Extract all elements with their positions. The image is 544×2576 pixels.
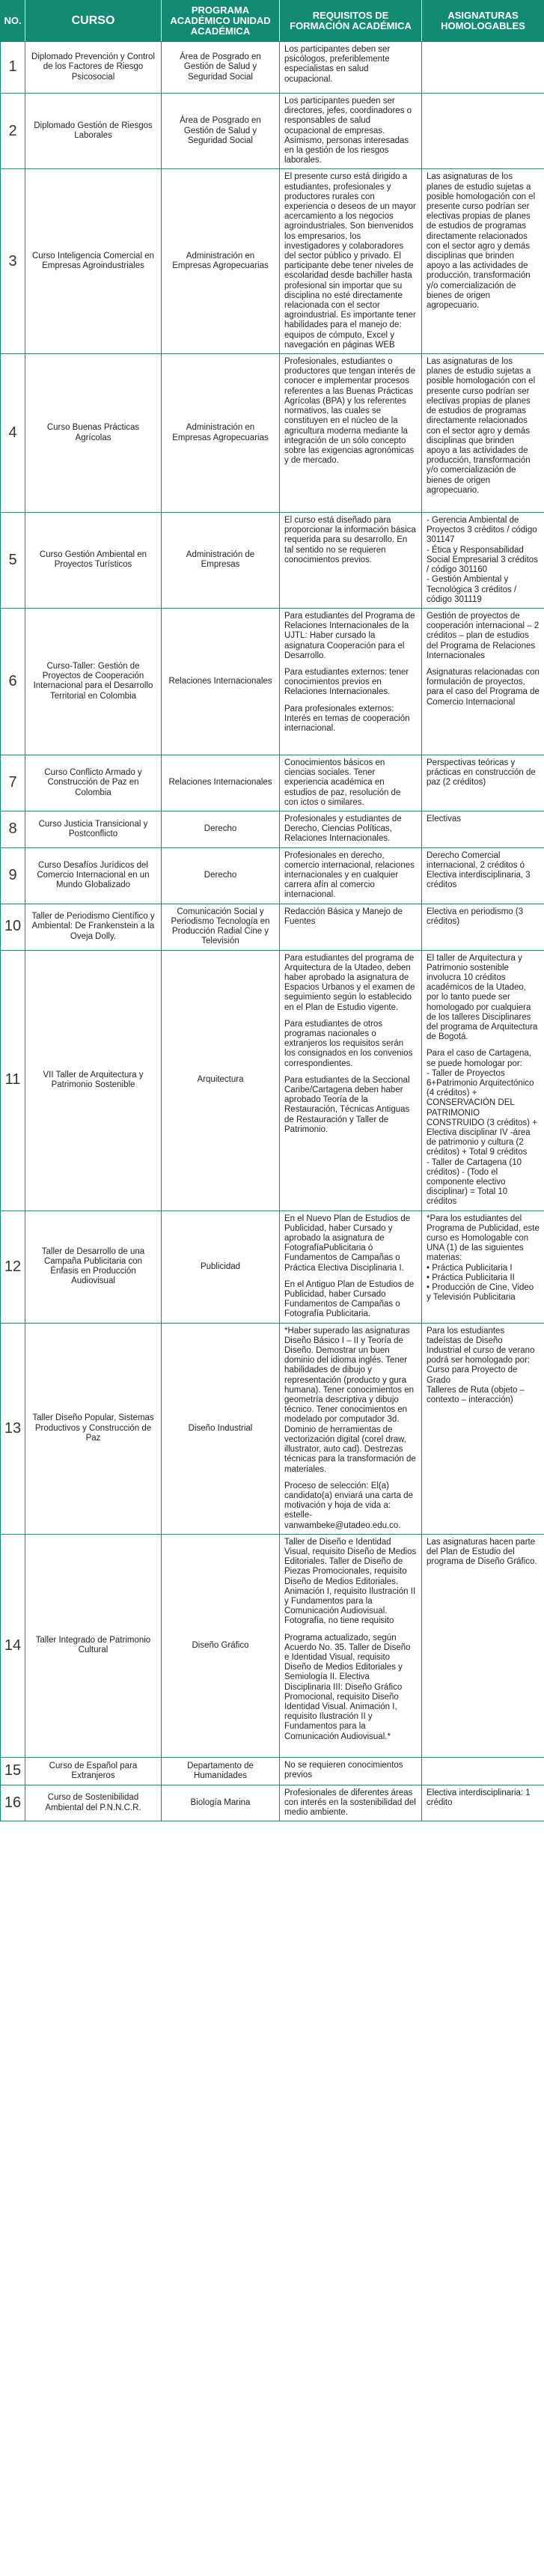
requirement-paragraph: Profesionales y estudiantes de Derecho, Ciencias Políticas, Relaciones Internacionales. [284, 814, 402, 844]
homologable-paragraph: Las asignaturas de los planes de estudio sujetas a posible homologación con el presente curso podrían ser electivas propias de planes de estudios de programas directamente relacionados con el sector agro y demás disciplinas que brinden apoyo a las actividades de producción, transformación y/o comercialización de bienes de origen agropecuario. [427, 357, 536, 495]
academic-program: Derecho [162, 811, 280, 847]
homologable-subjects-cell [422, 169, 544, 354]
requirement-paragraph: Para estudiantes del programa de Arquitectura de la Utadeo, deben haber aprobado la asignatura de Espacios Urbanos y el examen de seguimiento según lo establecido en el Plan de Estudio vigente. [284, 953, 415, 1012]
table-row [1, 42, 544, 94]
requirements-cell [280, 950, 422, 1211]
table-row [1, 1757, 544, 1785]
course-name: Curso Desafíos Jurídicos del Comercio Internacional en un Mundo Globalizado [25, 847, 162, 904]
homologable-paragraph: El taller de Arquitectura y Patrimonio sostenible involucra 10 créditos académicos de la Utadeo, por lo tanto puede ser homologado por cualquiera de los talleres Disciplinares del programa de Arquitectura de Bogotá. [427, 953, 538, 1042]
row-number: 13 [1, 1323, 25, 1534]
academic-program: Administración de Empresas [162, 513, 280, 609]
requirement-paragraph: Taller de Diseño e Identidad Visual, requisito Diseño de Medios Editoriales. Taller de Diseño de Piezas Promocionales, requisito Diseño de Medios Editoriales. Animación I, requisito Ilustración II y Fundamentos para la Comunicación Audiovisual. Fotografía, no tiene requisito [284, 1537, 417, 1626]
header-requisitos: REQUISITOS DE FORMACIÓN ACADÉMICA [280, 1, 422, 42]
header-programa: PROGRAMA ACADÉMICO UNIDAD ACADÉMICA [162, 1, 280, 42]
row-number: 14 [1, 1534, 25, 1757]
requirement-paragraph: Los participantes deben ser psicólogos, preferiblemente especialistas en salud ocupacional. [284, 45, 391, 84]
homologable-paragraph: Electivas [427, 814, 462, 823]
requirements-cell [280, 1534, 422, 1757]
course-name: Taller Diseño Popular, Sistemas Productivos y Construcción de Paz [25, 1323, 162, 1534]
table-row [1, 1211, 544, 1323]
homologable-subjects-cell [422, 904, 544, 950]
academic-program: Biología Marina [162, 1785, 280, 1821]
table-row [1, 1534, 544, 1757]
requirements-cell [280, 904, 422, 950]
homologable-subjects-cell [422, 755, 544, 811]
course-name: Taller de Desarrollo de una Campaña Publicitaria con Énfasis en Producción Audiovisual [25, 1211, 162, 1323]
row-number: 10 [1, 904, 25, 950]
academic-program: Comunicación Social y Periodismo Tecnología en Producción Radial Cine y Televisión [162, 904, 280, 950]
table-row [1, 847, 544, 904]
table-row [1, 1785, 544, 1821]
academic-program: Arquitectura [162, 950, 280, 1211]
requirements-cell [280, 1785, 422, 1821]
homologable-subjects-cell [422, 950, 544, 1211]
course-name: VII Taller de Arquitectura y Patrimonio Sostenible [25, 950, 162, 1211]
requirement-paragraph: Programa actualizado, según Acuerdo No. 35. Taller de Diseño e Identidad Visual, requisito Diseño de Medios Editoriales y Semiología II. Electiva Disciplinaria III: Diseño Gráfico Promocional, requisito Diseño Identidad Visual. Animación I, requisito Ilustración II y Fundamentos para la Comunicación Audiovisual.* [284, 1633, 411, 1741]
table-row [1, 950, 544, 1211]
table-row [1, 811, 544, 847]
course-name: Curso Conflicto Armado y Construcción de Paz en Colombia [25, 755, 162, 811]
requirement-paragraph: Para estudiantes del Programa de Relaciones Internacionales de la UJTL: Haber cursado la asignatura Cooperación para el Desarrollo. [284, 611, 415, 660]
homologable-subjects-cell [422, 1757, 544, 1785]
academic-program: Derecho [162, 847, 280, 904]
homologable-subjects-cell [422, 354, 544, 513]
course-name: Curso de Sostenibilidad Ambiental del P.N.N.C.R. [25, 1785, 162, 1821]
table-row [1, 755, 544, 811]
course-name: Curso Gestión Ambiental en Proyectos Turísticos [25, 513, 162, 609]
header-curso: CURSO [25, 1, 162, 42]
homologable-paragraph: Electiva en periodismo (3 créditos) [427, 907, 524, 926]
academic-program: Departamento de Humanidades [162, 1757, 280, 1785]
row-number: 9 [1, 847, 25, 904]
requirements-cell [280, 811, 422, 847]
homologable-subjects-cell [422, 1534, 544, 1757]
homologable-subjects-cell [422, 1323, 544, 1534]
requirement-paragraph: Conocimientos básicos en ciencias sociales. Tener experiencia académica en estudios de paz, resolución de con ictos o similares. [284, 758, 401, 807]
academic-program: Administración en Empresas Agropecuarias [162, 354, 280, 513]
homologable-paragraph: Para los estudiantes tadeístas de Diseño Industrial el curso de verano podrá ser homologado por: Curso para Proyecto de Grado Talleres de Ruta (objeto – contexto – interacción) [427, 1326, 535, 1405]
academic-program: Diseño Gráfico [162, 1534, 280, 1757]
academic-program: Diseño Industrial [162, 1323, 280, 1534]
homologable-paragraph: Las asignaturas hacen parte del Plan de Estudio del programa de Diseño Gráfico. [427, 1537, 537, 1567]
requirements-cell [280, 755, 422, 811]
row-number: 3 [1, 169, 25, 354]
requirement-paragraph: Para profesionales externos: Interés en temas de cooperación internacional. [284, 704, 410, 733]
table-row [1, 513, 544, 609]
course-name: Taller Integrado de Patrimonio Cultural [25, 1534, 162, 1757]
requirement-paragraph: Para estudiantes externos: tener conocimientos previos en Relaciones Internacionales. [284, 667, 409, 697]
requirement-paragraph: El presente curso está dirigido a estudiantes, profesionales y productores rurales con experiencia o deseos de un mayor acercamiento a los negocios agroindustriales. Son bienvenidos los empresarios, los investigadores y colaboradores del sector público y privado. El participante debe tener niveles de escolaridad desde bachiller hasta profesional sin importar que su disciplina no esté directamente relacionada con el sector agroindustrial. Es importante tener habilidades para el manejo de: equipos de cómputo, Excel y navegación en páginas WEB [284, 172, 416, 350]
academic-program: Relaciones Internacionales [162, 608, 280, 755]
requirements-cell [280, 847, 422, 904]
course-name: Curso Inteligencia Comercial en Empresas Agroindustriales [25, 169, 162, 354]
requirement-paragraph: No se requieren conocimientos previos [284, 1760, 403, 1779]
homologable-subjects-cell [422, 608, 544, 755]
row-number: 4 [1, 354, 25, 513]
homologable-paragraph: Asignaturas relacionadas con formulación de proyectos, para el caso del Programa de Comercio Internacional [427, 667, 540, 707]
requirement-paragraph: Profesionales de diferentes áreas con interés en la sostenibilidad del medio ambiente. [284, 1788, 416, 1818]
homologable-subjects-cell [422, 847, 544, 904]
course-name: Curso Justicia Transicional y Postconflicto [25, 811, 162, 847]
homologable-paragraph: Las asignaturas de los planes de estudio sujetas a posible homologación con el presente curso podrían ser electivas propias de planes de estudios de programas directamente relacionados con el sector agro y demás disciplinas que brinden apoyo a las actividades de producción, transformación y/o comercialización de bienes de origen agropecuario. [427, 172, 536, 311]
row-number: 16 [1, 1785, 25, 1821]
requirements-cell [280, 94, 422, 169]
homologable-paragraph: *Para los estudiantes del Programa de Publicidad, este curso es Homologable con UNA (1) de las siguientes materias: • Práctica Publicitaria I • Práctica Publicitaria II • Producción de Cine, Video y Televisión Publicitaria [427, 1214, 540, 1303]
row-number: 7 [1, 755, 25, 811]
row-number: 6 [1, 608, 25, 755]
table-row [1, 608, 544, 755]
requirements-cell [280, 42, 422, 94]
table-row [1, 354, 544, 513]
course-name: Diplomado Prevención y Control de los Factores de Riesgo Psicosocial [25, 42, 162, 94]
requirement-paragraph: Redacción Básica y Manejo de Fuentes [284, 907, 403, 926]
requirement-paragraph: Para estudiantes de otros programas nacionales o extranjeros los requisitos serán los consignados en los convenios correspondientes. [284, 1019, 413, 1068]
requirements-cell [280, 354, 422, 513]
homologable-paragraph: Para el caso de Cartagena, se puede homologar por: - Taller de Proyectos 6+Patrimonio Arquitectónico (4 créditos) + CONSERVACIÓN DEL PATRIMONIO CONSTRUIDO (3 créditos) + Electiva disciplinar IV -área de patrimonio y cultura (2 créditos) + Total 9 créditos - Taller de Cartagena (10 créditos) - (Todo el componente electivo disciplinar) = Total 10 créditos [427, 1049, 537, 1207]
table-row [1, 169, 544, 354]
requirement-paragraph: En el Nuevo Plan de Estudios de Publicidad, haber Cursado y aprobado la asignatura de FotografíaPublicitaria ó Fundamentos de Campañas o Práctica Electiva Disciplinaria I. [284, 1214, 411, 1273]
course-name: Diplomado Gestión de Riesgos Laborales [25, 94, 162, 169]
homologable-paragraph: Electiva interdisciplinaria: 1 crédito [427, 1788, 531, 1807]
academic-program: Publicidad [162, 1211, 280, 1323]
header-asignaturas: ASIGNATURAS HOMOLOGABLES [422, 1, 544, 42]
requirements-cell [280, 1757, 422, 1785]
academic-program: Área de Posgrado en Gestión de Salud y Seguridad Social [162, 94, 280, 169]
academic-program: Relaciones Internacionales [162, 755, 280, 811]
academic-program: Área de Posgrado en Gestión de Salud y Seguridad Social [162, 42, 280, 94]
requirements-cell [280, 169, 422, 354]
row-number: 15 [1, 1757, 25, 1785]
requirement-paragraph: Proceso de selección: El(a) candidato(a) enviará una carta de motivación y hoja de vida a: estelle-vanwambeke@utadeo.edu.co. [284, 1481, 413, 1530]
requirements-cell [280, 1211, 422, 1323]
homologable-paragraph: Perspectivas teóricas y prácticas en construcción de paz (2 créditos) [427, 758, 536, 788]
requirement-paragraph: En el Antiguo Plan de Estudios de Publicidad, haber Cursado Fundamentos de Campañas o Fotografía Publicitaria. [284, 1279, 415, 1319]
homologable-subjects-cell [422, 811, 544, 847]
homologable-paragraph: - Gerencia Ambiental de Proyectos 3 créditos / código 301147 - Ética y Responsabilidad Social Empresarial 3 créditos / código 301160 - Gestión Ambiental y Tecnológica 3 créditos / código 301119 [427, 516, 538, 604]
requirement-paragraph: Para estudiantes de la Seccional Caribe/Cartagena deben haber aprobado Teoría de la Restauración, Técnicas Antiguas de Restauración y Taller de Patrimonio. [284, 1075, 410, 1134]
requirement-paragraph: *Haber superado las asignaturas Diseño Básico I – II y Teoría de Diseño. Demostrar un buen dominio del idioma inglés. Tener habilidades de dibujo y representación (producto y gura humana). Tener conocimientos en geometría descriptiva y dibujo técnico. Tener conocimientos en modelado por computador 3d. Dominio de herramientas de vectorización digital (corel draw, illustrator, auto cad). Destrezas técnicas para la transformación de materiales. [284, 1326, 416, 1474]
requirement-paragraph: Profesionales, estudiantes o productores que tengan interés de conocer e implementar procesos referentes a las Buenas Prácticas Agrícolas (BPA) y los referentes normativos, las cuales se constituyen en el núcleo de la agricultura moderna mediante la integración de un sólo concepto sobre las exigencias agronómicas y de mercado. [284, 357, 416, 466]
homologable-subjects-cell [422, 1785, 544, 1821]
row-number: 5 [1, 513, 25, 609]
homologable-paragraph: Derecho Comercial internacional, 2 créditos ó Electiva interdisciplinaria, 3 créditos [427, 850, 531, 890]
row-number: 8 [1, 811, 25, 847]
requirement-paragraph: El curso está diseñado para proporcionar la información básica requerida para su desarrollo. En tal sentido no se requieren conocimientos previos. [284, 516, 416, 564]
academic-program: Administración en Empresas Agropecuarias [162, 169, 280, 354]
homologable-subjects-cell [422, 513, 544, 609]
course-name: Taller de Periodismo Científico y Ambiental: De Frankenstein a la Oveja Dolly. [25, 904, 162, 950]
row-number: 2 [1, 94, 25, 169]
requirement-paragraph: Profesionales en derecho, comercio internacional, relaciones internacionales y en cualquier carrera afín al comercio internacional. [284, 850, 415, 900]
table-row [1, 904, 544, 950]
homologable-subjects-cell [422, 1211, 544, 1323]
course-name: Curso-Taller: Gestión de Proyectos de Cooperación Internacional para el Desarrollo Territorial en Colombia [25, 608, 162, 755]
table-row [1, 1323, 544, 1534]
course-name: Curso Buenas Prácticas Agrícolas [25, 354, 162, 513]
requirements-cell [280, 608, 422, 755]
requirements-cell [280, 513, 422, 609]
header-row [1, 1, 544, 42]
homologable-paragraph: Gestión de proyectos de cooperación internacional – 2 créditos – plan de estudios del Programa de Relaciones Internacionales [427, 611, 540, 660]
course-name: Curso de Español para Extranjeros [25, 1757, 162, 1785]
row-number: 12 [1, 1211, 25, 1323]
homologable-subjects-cell [422, 94, 544, 169]
homologable-subjects-cell [422, 42, 544, 94]
requirements-cell [280, 1323, 422, 1534]
requirement-paragraph: Los participantes pueden ser directores, jefes, coordinadores o responsables de salud ocupacional de empresas. Asimismo, personas interesadas en la gestión de los riesgos laborales. [284, 97, 412, 165]
header-no: NO. [1, 1, 25, 42]
row-number: 11 [1, 950, 25, 1211]
table-row [1, 94, 544, 169]
row-number: 1 [1, 42, 25, 94]
